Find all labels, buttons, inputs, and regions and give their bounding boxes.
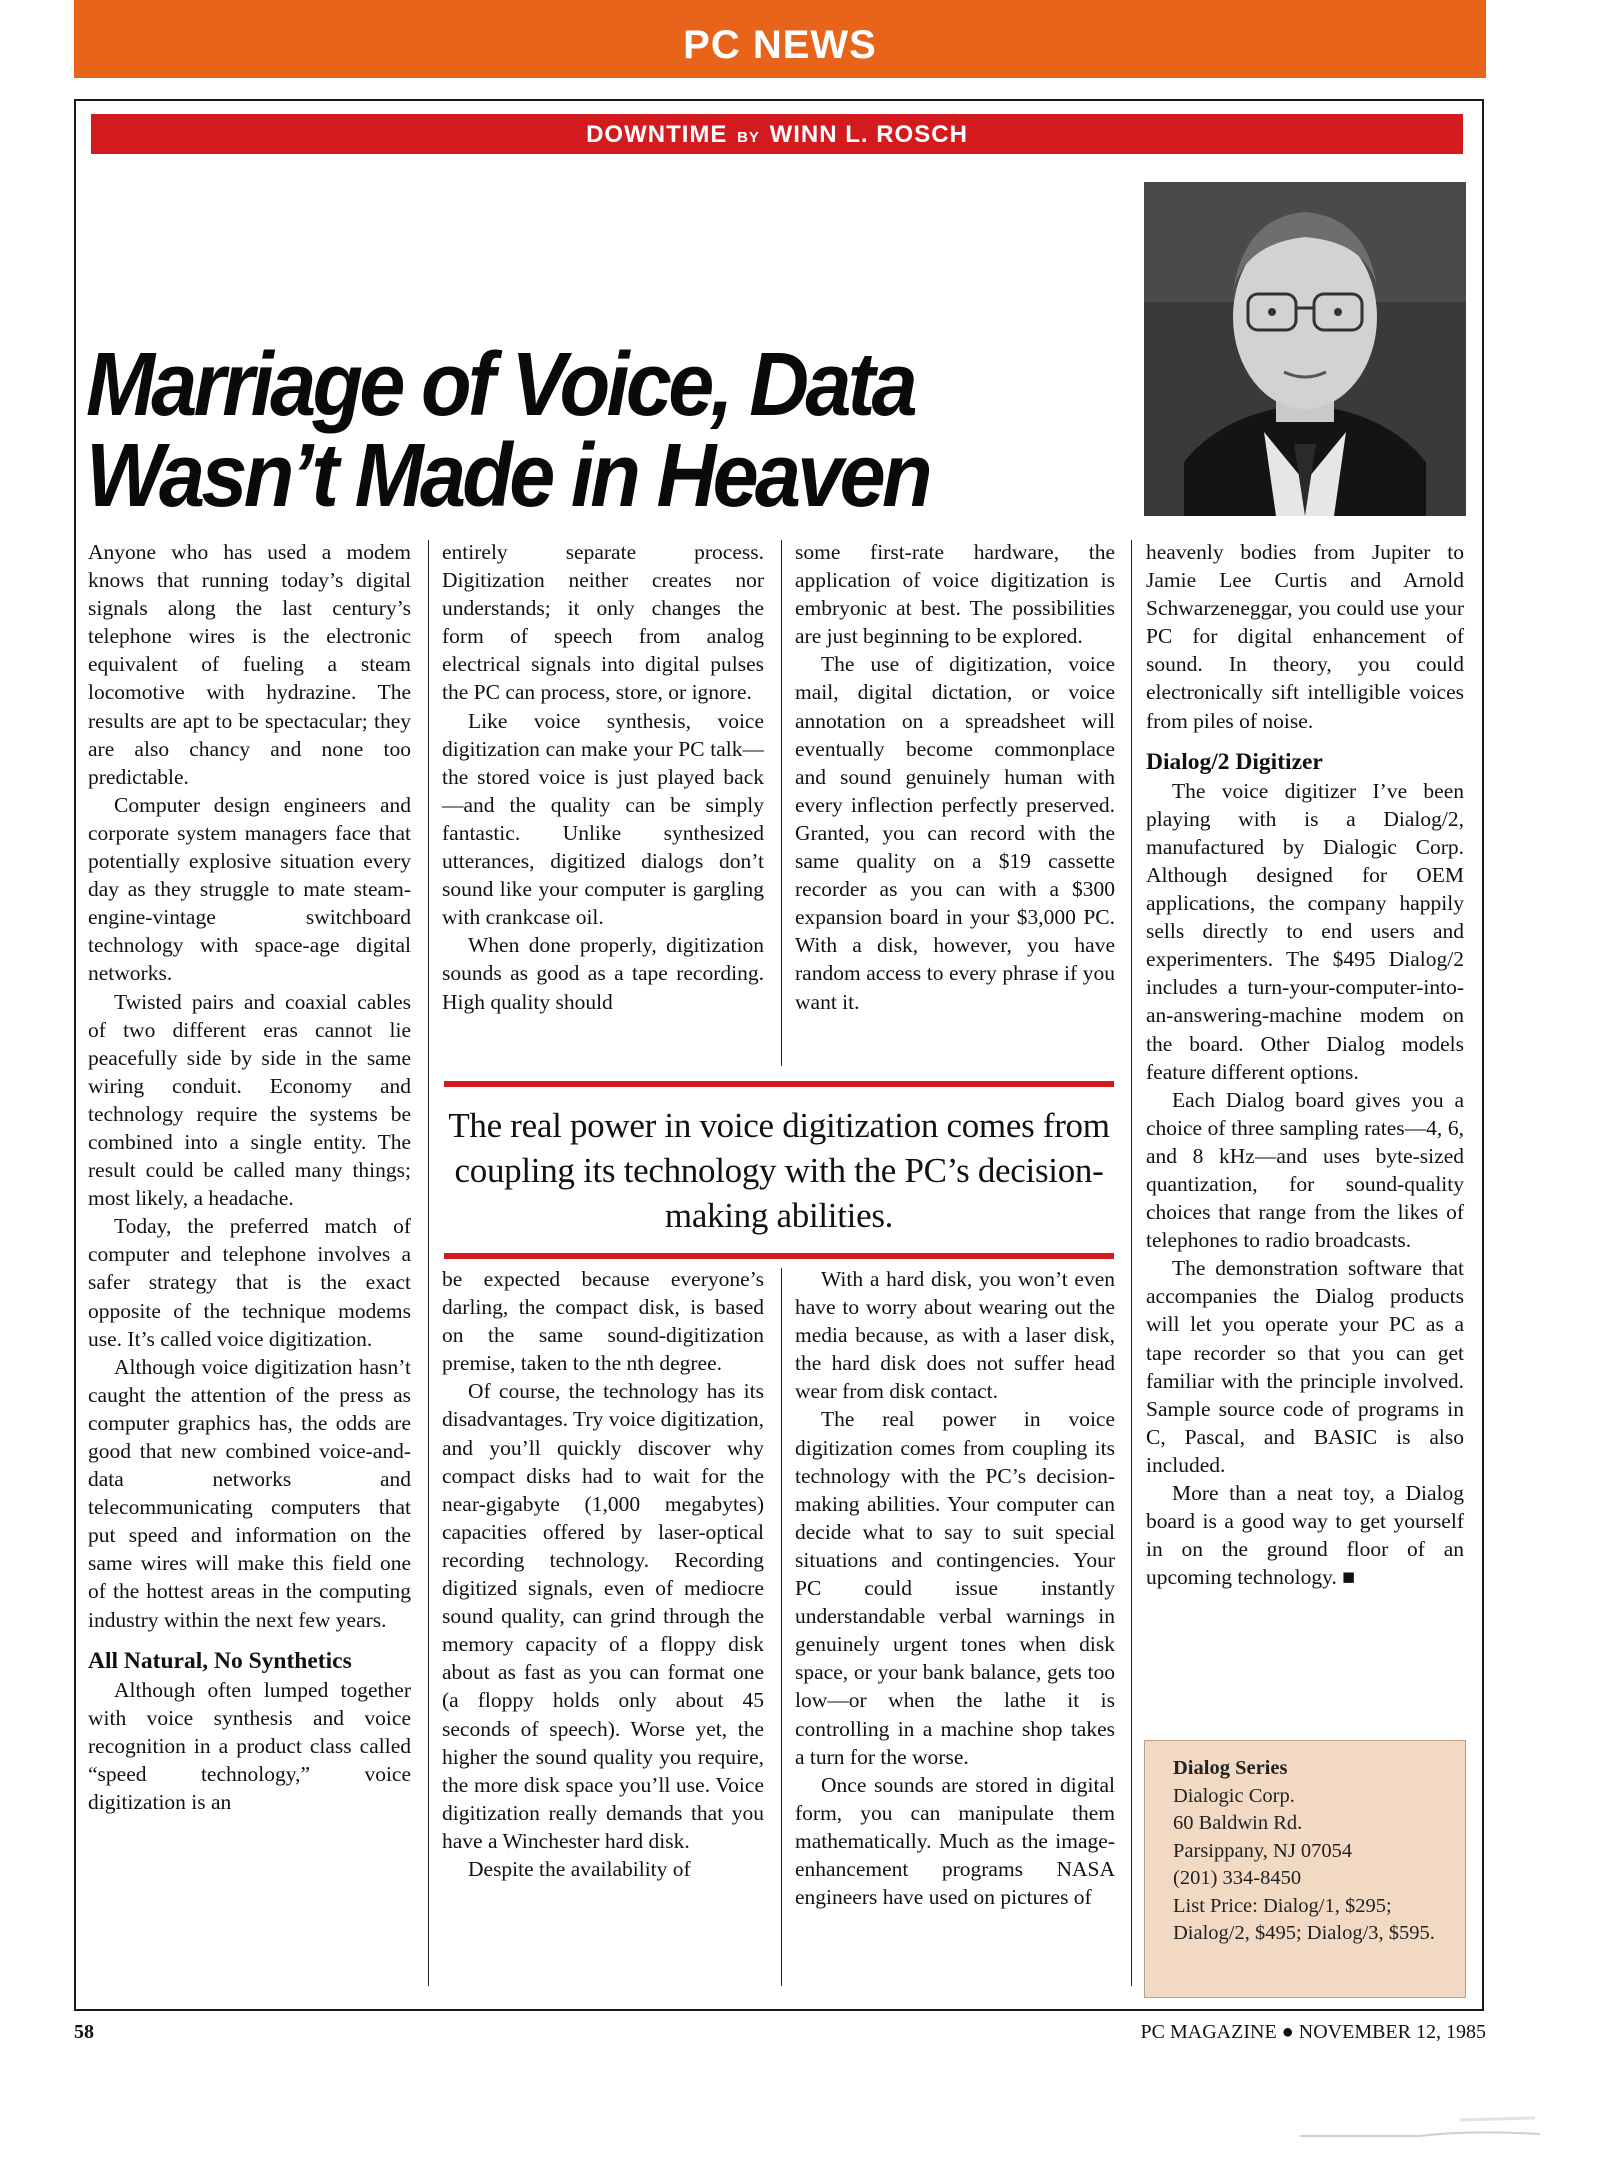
column-rule — [428, 540, 429, 1986]
article-column-4 — [1146, 538, 1464, 1591]
product-title: Dialog Series — [1173, 1757, 1288, 1779]
paragraph: Computer design engineers and corporate system managers face that potentially explosive situation every day as they struggle to mate steam-engine-vintage switchboard technology with space-age digital networks. — [88, 792, 411, 986]
paragraph: be expected because everyone’s darling, the compact disk, is based on the same sound-digitization premise, taken to the nth degree. — [442, 1267, 764, 1376]
paragraph: Today, the preferred match of computer and telephone involves a safer strategy that is the exact opposite of the technique modems use. It’s called voice digitization. — [88, 1214, 411, 1351]
paragraph: Once sounds are stored in digital form, you can manipulate them mathematically. Much as the image-enhancement programs NASA engineers have used on pictures of — [795, 1772, 1115, 1910]
article-column-2-top — [442, 538, 764, 1016]
paragraph: some first-rate hardware, the application of voice digitization is embryonic at best. The possibilities are just beginning to be explored. — [795, 540, 1115, 649]
footer-credit — [1000, 2021, 1486, 2044]
paragraph: When done properly, digitization sounds as good as a tape recording. High quality should — [442, 933, 764, 1014]
paragraph: Of course, the technology has its disadvantages. Try voice digitization, and you’ll quickly discover why compact disks had to wait for the near-gigabyte (1,000 megabytes) capacities offered by laser-optical recording technology. Recording digitized signals, even of mediocre sound quality, can grind through the memory capacity of a floppy disk about as fast as you can format one (a floppy holds only about 45 seconds of speech). Worse yet, the higher the sound quality you require, the more disk space you’ll use. Voice digitization really demands that you have a Winchester hard disk. — [442, 1379, 764, 1853]
paragraph: The demonstration software that accompanies the Dialog products will let you operate your PC as a tape recorder so that you can get familiar with the principle involved. Sample source code of programs in C, Pascal, and BASIC is also included. — [1146, 1256, 1464, 1477]
article-column-2-bottom — [442, 1265, 764, 1883]
paragraph: entirely separate process. Digitization neither creates nor understands; it only changes the form of speech from analog electrical signals into digital pulses the PC can process, store, or ignore. — [442, 540, 764, 705]
paragraph: Like voice synthesis, voice digitization can make your PC talk—the stored voice is just played back—and the quality can be simply fantastic. Unlike synthesized utterances, digitized dialogs don’t sound like your computer is gargling with crankcase oil. — [442, 708, 764, 930]
paragraph: Despite the availability of — [468, 1856, 691, 1881]
product-address-line-1: 60 Baldwin Rd. — [1173, 1812, 1303, 1834]
article-column-1 — [88, 538, 411, 1816]
price-label: List Price: — [1173, 1894, 1258, 1917]
end-mark: ■ — [1342, 1565, 1356, 1590]
paragraph: Twisted pairs and coaxial cables of two different eras cannot lie peacefully side by side in the same wiring conduit. Economy and technology require the systems be combined into a single entity. The result could be called many things; most likely, a headache. — [88, 989, 411, 1211]
headline-line-2: Wasn’t Made in Heaven — [86, 426, 929, 526]
closing-text: More than a neat toy, a Dialog board is a good way to get yourself in on the ground floor of an upcoming technology. — [1146, 1481, 1464, 1590]
scan-artifact — [1300, 2110, 1540, 2140]
pull-quote-rule-bottom — [444, 1253, 1114, 1259]
paragraph: Although often lumped together with voice synthesis and voice recognition in a product class called “speed technology,” voice digitization is an — [88, 1677, 411, 1815]
paragraph: Anyone who has used a modem knows that running today’s digital signals along the last century’s telephone wires is the electronic equivalent of fueling a steam locomotive with hydrazine. The results are apt to be spectacular; they are also chancy and none too predictable. — [88, 540, 411, 789]
paragraph: With a hard disk, you won’t even have to worry about wearing out the media because, as with a laser disk, the hard disk does not suffer head wear from disk contact. — [795, 1267, 1115, 1404]
issue-date: NOVEMBER 12, 1985 — [1298, 2021, 1486, 2043]
product-phone: (201) 334-8450 — [1173, 1867, 1302, 1889]
product-price — [1173, 1893, 1451, 1948]
article-column-3-bottom — [795, 1265, 1115, 1911]
paragraph — [1146, 1479, 1464, 1591]
product-address-line-2: Parsippany, NJ 07054 — [1173, 1839, 1353, 1862]
pull-quote: The real power in voice digitization comes from coupling its technology with the PC’s decision-making abilities. — [448, 1106, 1110, 1235]
column-rule — [781, 1268, 782, 1986]
headline-line-1: Marriage of Voice, Data — [86, 335, 914, 435]
product-info-box — [1144, 1740, 1466, 1998]
subheading-all-natural: All Natural, No Synthetics — [88, 1647, 352, 1674]
magazine-name: PC MAGAZINE — [1140, 2021, 1277, 2043]
subheading-dialog-digitizer: Dialog/2 Digitizer — [1146, 748, 1323, 775]
paragraph: Although voice digitization hasn’t caught the attention of the press as computer graphics has, the odds are good that new combined voice-and-data networks and telecommunicating computers that put speed and information on the same wires will make this field one of the hottest areas in the computing industry within the next few years. — [88, 1354, 411, 1632]
footer-bullet: ● — [1281, 2021, 1294, 2043]
headline — [86, 335, 1146, 526]
paragraph: heavenly bodies from Jupiter to Jamie Lee Curtis and Arnold Schwarzeneggar, you could use your PC for digital enhancement of sound. In theory, you could electronically sift intelligible voices from piles of noise. — [1146, 540, 1464, 733]
column-rule — [781, 540, 782, 1066]
author-photo — [1144, 182, 1466, 516]
page-number: 58 — [74, 2021, 94, 2043]
author-name: WINN L. ROSCH — [769, 121, 968, 148]
section-banner — [74, 0, 1486, 78]
column-name: DOWNTIME — [586, 121, 728, 148]
column-rule — [1131, 540, 1132, 1986]
column-bar — [91, 114, 1463, 154]
article-column-3-top — [795, 538, 1115, 1016]
byline-by: BY — [737, 129, 760, 146]
paragraph: The real power in voice digitization comes from coupling its technology with the PC’s decision-making abilities. Your computer can decide what to say to suit special situations and contingencies. Your PC could issue instantly understandable verbal warnings in genuinely urgent tones when disk space, or your bank balance, gets too low—or when the lathe it is controlling in a machine shop takes a turn for the worse. — [795, 1407, 1115, 1769]
product-company: Dialogic Corp. — [1173, 1784, 1295, 1807]
section-title: PC NEWS — [683, 23, 877, 67]
paragraph: The use of digitization, voice mail, digital dictation, or voice annotation on a spreadsheet will eventually become commonplace and sound genuinely human with every inflection perfectly preserved. Granted, you can record with the same quality on a $19 cassette recorder as you can with a $300 expansion board in your $3,000 PC. With a disk, however, you have random access to every phrase if you want it. — [795, 652, 1115, 1014]
paragraph: Each Dialog board gives you a choice of three sampling rates—4, 6, and 8 kHz—and uses byte-sized quantization, for sound-quality choices that range from the likes of telephones to radio broadcasts. — [1146, 1087, 1464, 1253]
paragraph: The voice digitizer I’ve been playing with is a Dialog/2, manufactured by Dialogic Corp. Although designed for OEM applications, the company happily sells directly to end users and experimenters. The $495 Dialog/2 includes a turn-your-computer-into-an-answering-machine modem on the board. Other Dialog models feature different options. — [1146, 778, 1464, 1084]
price-text: Dialog/1, $295; Dialog/2, $495; Dialog/3, $595. — [1173, 1894, 1435, 1944]
pull-quote-rule-top — [444, 1081, 1114, 1087]
